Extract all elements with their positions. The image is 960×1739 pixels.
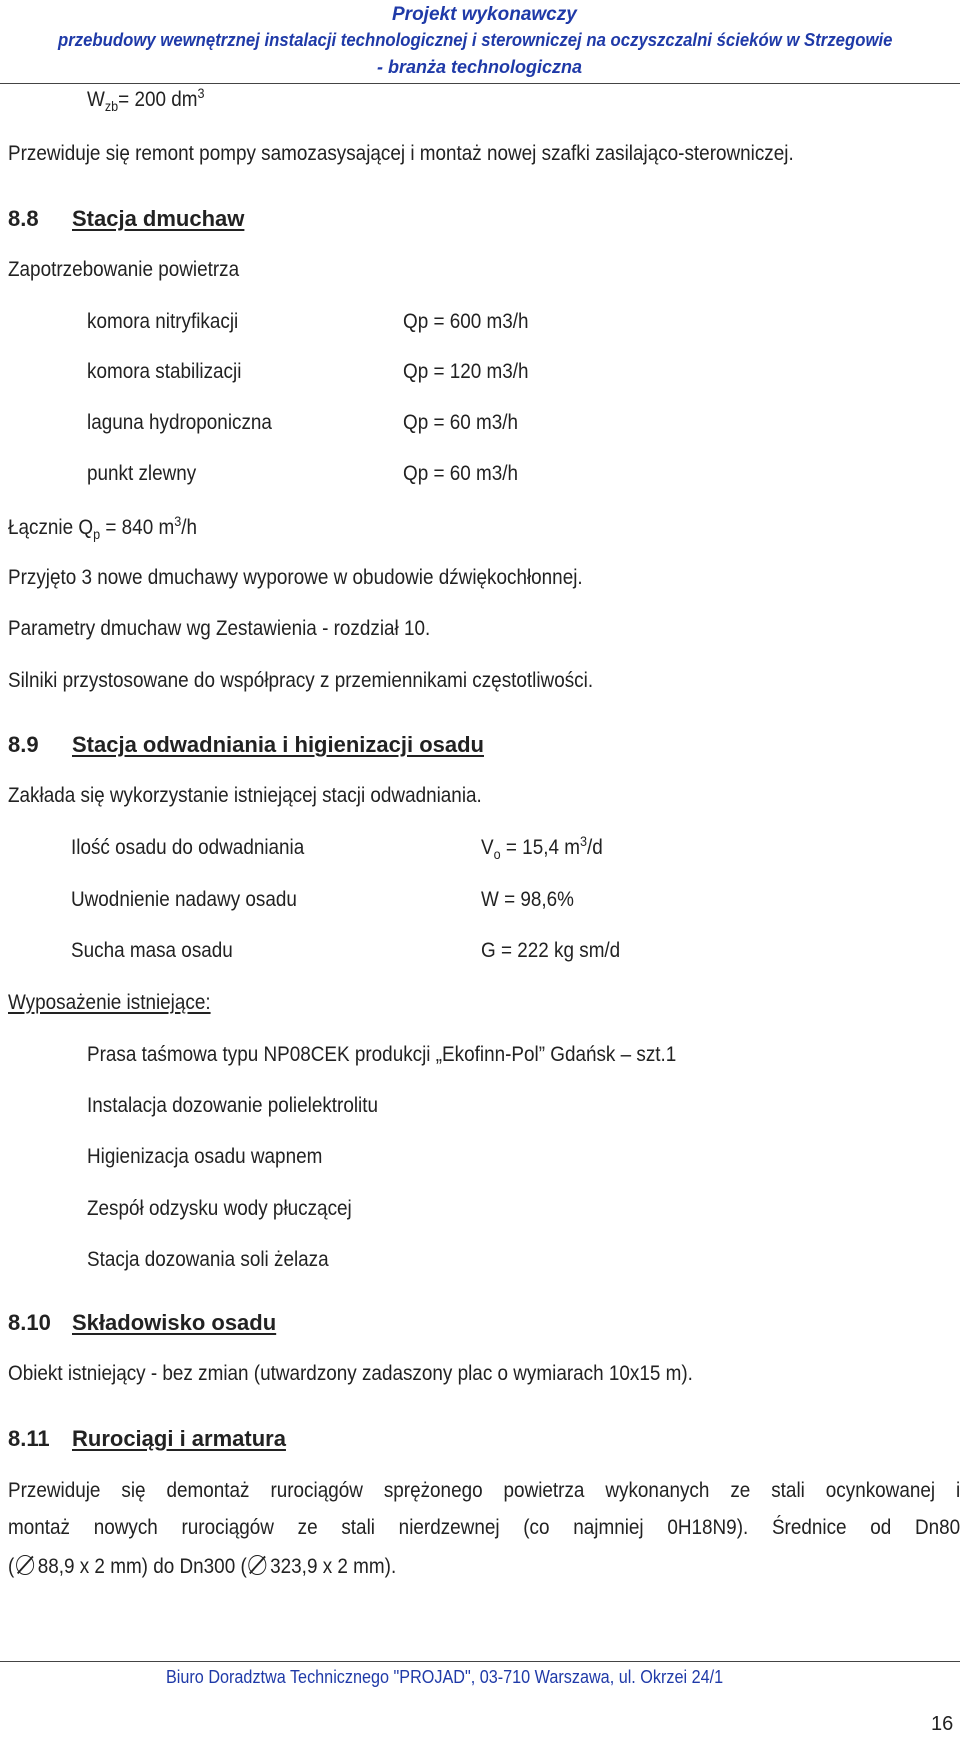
blower-line: Silniki przystosowane do współpracy z przemiennikami częstotliwości.: [8, 669, 594, 692]
footer-rule: [0, 1661, 960, 1662]
section-number: 8.10: [8, 1310, 51, 1335]
dewatering-intro: Zakłada się wykorzystanie istniejącej stacji odwadniania.: [8, 784, 482, 807]
param-value: G = 222 kg sm/d: [481, 939, 621, 962]
equipment-item: Stacja dozowania soli żelaza: [87, 1248, 329, 1271]
equipment-label: Wyposażenie istniejące:: [8, 991, 211, 1014]
header-title: Projekt wykonawczy: [392, 4, 577, 25]
section-number: 8.11: [8, 1426, 50, 1451]
wzb-value: $W_{zb}= 200$ $dm^3$: [87, 85, 205, 115]
demand-row-value: Qp = 600 m3/h: [403, 310, 529, 333]
storage-text: Obiekt istniejący - bez zmian (utwardzony zadaszony plac o wymiarach 10x15 m).: [8, 1362, 693, 1385]
param-value: W = 98,6%: [481, 888, 574, 911]
param-value: $V_o = 15,4$ $m^3/d$: [481, 833, 603, 863]
demand-row-value: Qp = 120 m3/h: [403, 360, 529, 383]
demand-row-name: komora nitryfikacji: [87, 310, 239, 333]
diameter-icon: [249, 1555, 267, 1575]
intro-text: Przewiduje się remont pompy samozasysającej i montaż nowej szafki zasilająco-sterowniczej.: [8, 142, 794, 165]
equipment-item: Instalacja dozowanie polielektrolitu: [87, 1094, 379, 1117]
param-name: Sucha masa osadu: [71, 939, 233, 962]
section-title: Stacja odwadniania i higienizacji osadu: [72, 732, 484, 757]
param-name: Uwodnienie nadawy osadu: [71, 888, 297, 911]
demand-row-name: punkt zlewny: [87, 462, 197, 485]
section-title: Składowisko osadu: [72, 1310, 277, 1335]
demand-row-name: komora stabilizacji: [87, 360, 242, 383]
blower-line: Parametry dmuchaw wg Zestawienia - rozdział 10.: [8, 617, 431, 640]
section-number: 8.9: [8, 732, 39, 757]
diameter-icon: [16, 1555, 34, 1575]
header-subtitle: przebudowy wewnętrznej instalacji technologicznej i sterowniczej na oczyszczalni ścieków w Strzegowie: [58, 30, 893, 50]
section-8-8-heading: [8, 205, 244, 233]
param-name: Ilość osadu do odwadniania: [71, 836, 305, 859]
section-title: Stacja dmuchaw: [72, 206, 245, 231]
section-8-10-heading: [8, 1309, 276, 1337]
pipes-paragraph-line: ( 88,9 x 2 mm) do Dn300 ( 323,9 x 2 mm).: [8, 1555, 397, 1578]
footer-text: Biuro Doradztwa Technicznego "PROJAD", 03-710 Warszawa, ul. Okrzei 24/1: [166, 1667, 724, 1687]
section-8-11-heading: [8, 1425, 286, 1453]
header-rule: [0, 83, 960, 84]
equipment-item: Higienizacja osadu wapnem: [87, 1145, 323, 1168]
section-number: 8.8: [8, 206, 39, 231]
blower-line: Przyjęto 3 nowe dmuchawy wyporowe w obudowie dźwiękochłonnej.: [8, 566, 583, 589]
demand-row-value: Qp = 60 m3/h: [403, 462, 519, 485]
header-branch: - branża technologiczna: [377, 57, 583, 77]
section-title: Rurociągi i armatura: [72, 1426, 286, 1451]
equipment-item: Prasa taśmowa typu NP08CEK produkcji „Ekofinn-Pol” Gdańsk – szt.1: [87, 1043, 677, 1066]
page-number: 16: [931, 1713, 954, 1735]
demand-row-name: laguna hydroponiczna: [87, 411, 272, 434]
demand-label: Zapotrzebowanie powietrza: [8, 258, 240, 281]
pipes-paragraph-line: Przewiduje się demontaż rurociągów sprężonego powietrza wykonanych ze stali ocynkowanej i: [8, 1479, 960, 1502]
equipment-item: Zespół odzysku wody płuczącej: [87, 1197, 352, 1220]
demand-row-value: Qp = 60 m3/h: [403, 411, 519, 434]
pipes-paragraph-line: montaż nowych rurociągów ze stali nierdzewnej (co najmniej 0H18N9). Średnice od Dn80: [8, 1516, 960, 1539]
section-8-9-heading: [8, 731, 484, 759]
demand-total: Łącznie $Q_p = 840$ $m^3/h$: [8, 513, 197, 543]
